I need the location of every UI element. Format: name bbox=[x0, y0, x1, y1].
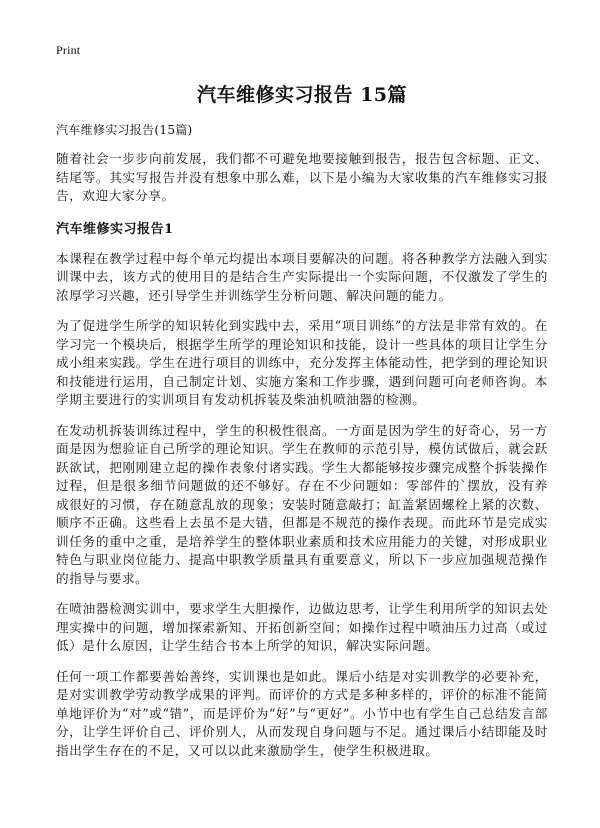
body-paragraph-4: 在喷油器检测实训中，要求学生大胆操作，边做边思考，让学生利用所学的知识去处理实操中的问题，增加探索新知、开拓创新空间；如操作过程中喷油压力过高（或过低）是什么原因，让学生结合书本上所学的知识，解决实际问题。 bbox=[56, 601, 548, 653]
body-paragraph-3: 在发动机拆装训练过程中，学生的积极性很高。一方面是因为学生的好奇心，另一方面是因为想验证自己所学的理论知识。学生在教师的示范引导，模仿试做后，就会跃跃欲试，把刚刚建立起的操作表象付诸实践。学生大都能够按步骤完成整个拆装操作过程，但是很多细节问题做的还不够好。存在不少问题如：零部件的`摆放，没有养成很好的习惯，存在随意乱放的现象；安装时随意敲打；缸盖紧固螺栓上紧的次数、顺序不正确。这些看上去虽不是大错，但都是不规范的操作表现。而此环节是完成实训任务的重中之重，是培养学生的整体职业素质和技术应用能力的关键，对形成职业特色与职业岗位能力、提高中职教学质量具有重要意义，所以下一步应加强规范操作的指导与要求。 bbox=[56, 422, 548, 586]
section-heading: 汽车维修实习报告1 bbox=[56, 221, 174, 237]
document-page bbox=[56, 0, 548, 828]
body-paragraph-5: 任何一项工作都要善始善终，实训课也是如此。课后小结是对实训教学的必要补充，是对实训教学劳动教学成果的评判。而评价的方式是多种多样的，评价的标准不能简单地评价为“对”或“错”，而是评价为“好”与“更好”。小节中也有学生自己总结发言部分，让学生评价自己、评价别人，从而发现自身问题与不足。通过课后小结即能及时指出学生存在的不足，又可以以此来激励学生，使学生积极进取。 bbox=[56, 668, 548, 758]
body-paragraph-2: 为了促进学生所学的知识转化到实践中去，采用“项目训练”的方法是非常有效的。在学习完一个模块后，根据学生所学的理论知识和技能，设计一些具体的项目让学生分成小组来实践。学生在进行项目的训练中，充分发挥主体能动性，把学到的理论知识和技能进行运用，自己制定计划、实施方案和工作步骤，遇到问题可向老师咨询。本学期主要进行的实训项目有发动机拆装及柴油机喷油器的检测。 bbox=[56, 318, 548, 407]
document-subtitle: 汽车维修实习报告(15篇) bbox=[56, 123, 193, 137]
body-paragraph-1: 本课程在教学过程中每个单元均提出本项目要解决的问题。将各种教学方法融入到实训课中去，该方式的使用目的是结合生产实际提出一个实际问题，不仅激发了学生的浓厚学习兴趣，还引导学生并训练学生分析问题、解决问题的能力。 bbox=[56, 250, 548, 303]
document-title: 汽车维修实习报告 15篇 bbox=[196, 84, 408, 106]
print-link[interactable]: Print bbox=[56, 43, 81, 57]
document-body bbox=[56, 150, 548, 772]
intro-paragraph: 随着社会一步步向前发展，我们都不可避免地要接触到报告，报告包含标题、正文、结尾等。其实写报告并没有想象中那么难，以下是小编为大家收集的汽车维修实习报告，欢迎大家分享。 bbox=[56, 151, 548, 203]
